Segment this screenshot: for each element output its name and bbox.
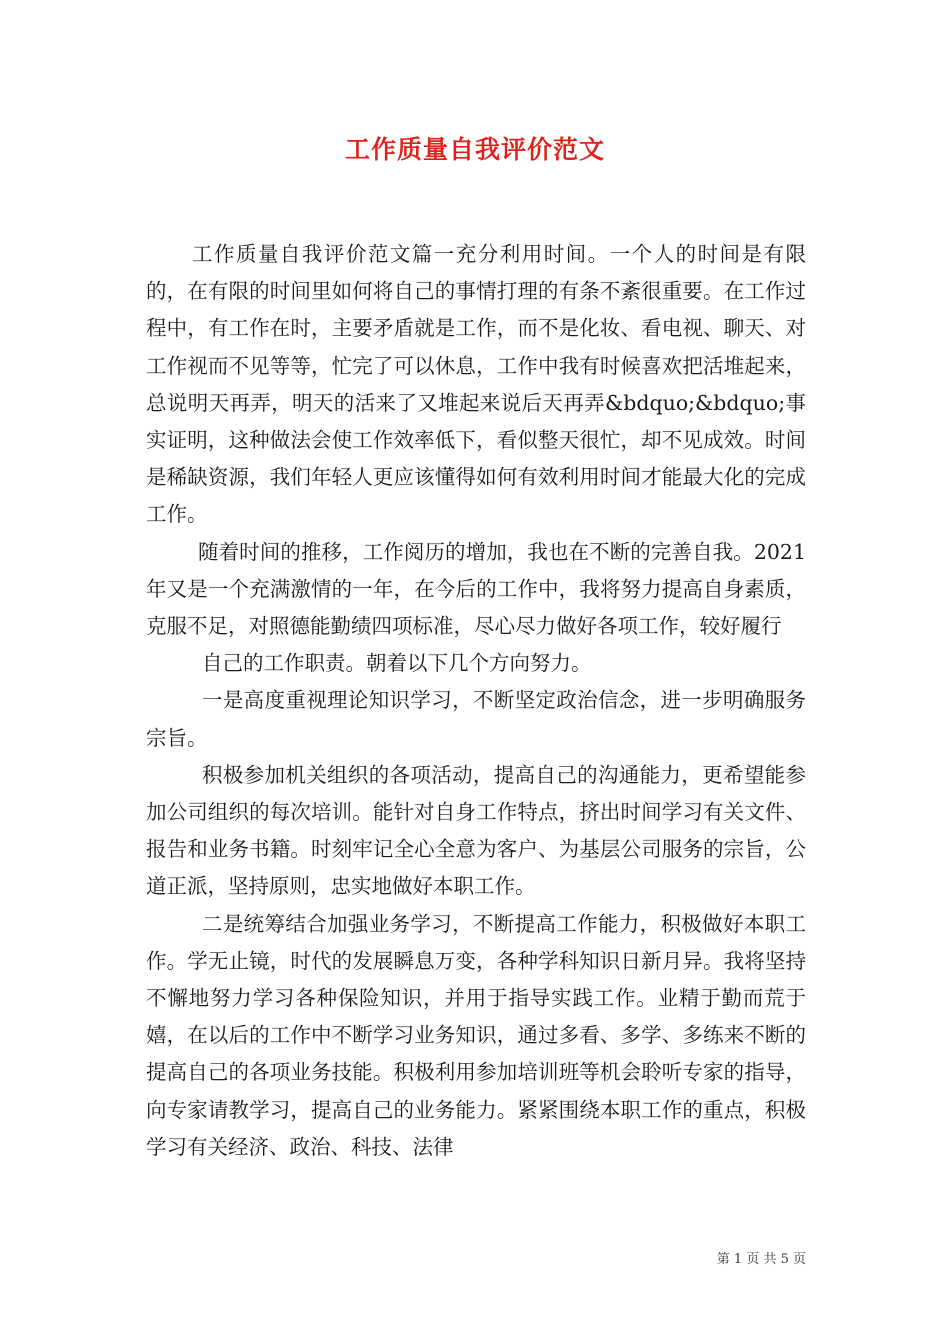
paragraph-6: 二是统筹结合加强业务学习，不断提高工作能力，积极做好本职工作。学无止镜，时代的发展瞬息万变，各种学科知识日新月异。我将坚持不懈地努力学习各种保险知识，并用于指导实践工作。业精于勤而荒于嬉，在以后的工作中不断学习业务知识，通过多看、多学、多练来不断的提高自己的各项业务技能。积极利用参加培训班等机会聆听专家的指导，向专家请教学习，提高自己的业务能力。紧紧围绕本职工作的重点，积极学习有关经济、政治、科技、法律 [146, 911, 806, 1159]
paragraph-3: 自己的工作职责。朝着以下几个方向努力。 [202, 651, 592, 676]
page-title: 工作质量自我评价范文 [344, 135, 605, 164]
paragraph-1: 工作质量自我评价范文篇一充分利用时间。一个人的时间是有限的，在有限的时间里如何将自己的事情打理的有条不紊很重要。在工作过程中，有工作在时，主要矛盾就是工作，而不是化妆、看电视、聊天、对工作视而不见等等，忙完了可以休息，工作中我有时候喜欢把活堆起来，总说明天再弄，明天的活来了又堆起来说后天再弄&bdquo;&bdquo;事实证明，这种做法会使工作效率低下，看似整天很忙，却不见成效。时间是稀缺资源，我们年轻人更应该懂得如何有效利用时间才能最大化的完成工作。 [146, 242, 806, 527]
paragraph-4: 一是高度重视理论知识学习，不断坚定政治信念，进一步明确服务宗旨。 [146, 688, 806, 750]
page-number: 第 1 页 共 5 页 [716, 1252, 806, 1267]
paragraph-2: 随着时间的推移，工作阅历的增加，我也在不断的完善自我。2021年又是一个充满激情的一年，在今后的工作中，我将努力提高自身素质，克服不足，对照德能勤绩四项标准，尽心尽力做好各项工作，较好履行 [146, 539, 806, 639]
paragraph-5: 积极参加机关组织的各项活动，提高自己的沟通能力，更希望能参加公司组织的每次培训。能针对自身工作特点，挤出时间学习有关文件、报告和业务书籍。时刻牢记全心全意为客户、为基层公司服务的宗旨，公道正派，坚持原则，忠实地做好本职工作。 [146, 762, 806, 899]
document-body [146, 236, 806, 1166]
